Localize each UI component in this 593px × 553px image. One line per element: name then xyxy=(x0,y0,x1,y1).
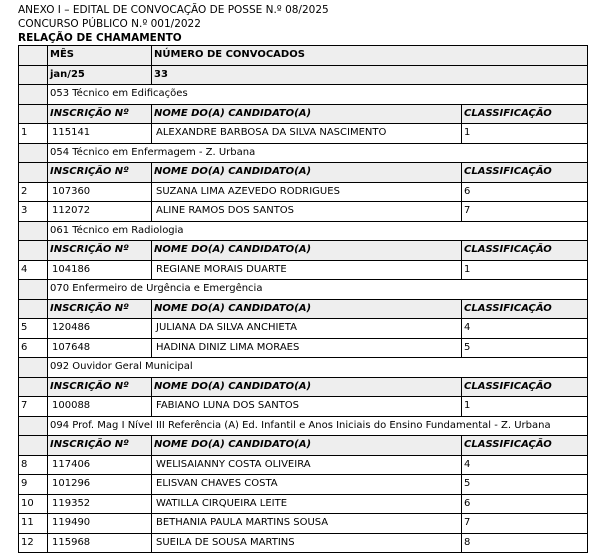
group-title-row xyxy=(19,85,588,105)
column-header-row xyxy=(19,377,588,397)
nome-cell: ELISVAN CHAVES COSTA xyxy=(152,475,462,495)
group-title: 061 Técnico em Radiologia xyxy=(48,221,588,241)
column-header-row xyxy=(19,241,588,261)
table-row xyxy=(19,455,588,475)
inscricao-header: INSCRIÇÃO Nº xyxy=(48,436,152,456)
inscricao-cell: 107360 xyxy=(48,182,152,202)
table-row xyxy=(19,475,588,495)
nome-header: NOME DO(A) CANDIDATO(A) xyxy=(152,104,462,124)
group-title: 070 Enfermeiro de Urgência e Emergência xyxy=(48,280,588,300)
nome-header: NOME DO(A) CANDIDATO(A) xyxy=(152,377,462,397)
nome-cell: WELISAIANNY COSTA OLIVEIRA xyxy=(152,455,462,475)
convocation-table xyxy=(18,45,588,553)
table-row xyxy=(19,260,588,280)
row-number: 2 xyxy=(19,182,48,202)
row-index-cell xyxy=(19,436,48,456)
nome-cell: SUEILA DE SOUSA MARTINS xyxy=(152,533,462,553)
section-heading: RELAÇÃO DE CHAMAMENTO xyxy=(18,32,182,44)
table-row xyxy=(19,494,588,514)
nome-cell: HADINA DINIZ LIMA MORAES xyxy=(152,338,462,358)
row-number: 8 xyxy=(19,455,48,475)
nome-cell: SUZANA LIMA AZEVEDO RODRIGUES xyxy=(152,182,462,202)
classificacao-header: CLASSIFICAÇÃO xyxy=(462,241,588,261)
nome-cell: WATILLA CIRQUEIRA LEITE xyxy=(152,494,462,514)
row-number: 11 xyxy=(19,514,48,534)
month-value: jan/25 xyxy=(48,65,152,85)
row-index-cell xyxy=(19,416,48,436)
classificacao-cell: 8 xyxy=(462,533,588,553)
row-index-cell xyxy=(19,377,48,397)
convocation-table-body xyxy=(19,46,588,553)
inscricao-cell: 117406 xyxy=(48,455,152,475)
column-header-row xyxy=(19,163,588,183)
row-number: 1 xyxy=(19,124,48,144)
group-title-row xyxy=(19,416,588,436)
summary-index-cell xyxy=(19,65,48,85)
nome-cell: ALINE RAMOS DOS SANTOS xyxy=(152,202,462,222)
table-row xyxy=(19,514,588,534)
classificacao-cell: 1 xyxy=(462,397,588,417)
inscricao-cell: 107648 xyxy=(48,338,152,358)
row-number: 12 xyxy=(19,533,48,553)
classificacao-cell: 1 xyxy=(462,260,588,280)
classificacao-header: CLASSIFICAÇÃO xyxy=(462,436,588,456)
row-number: 3 xyxy=(19,202,48,222)
classificacao-header: CLASSIFICAÇÃO xyxy=(462,299,588,319)
classificacao-cell: 1 xyxy=(462,124,588,144)
row-index-cell xyxy=(19,85,48,105)
group-title-row xyxy=(19,143,588,163)
inscricao-header: INSCRIÇÃO Nº xyxy=(48,163,152,183)
row-index-cell xyxy=(19,143,48,163)
inscricao-cell: 120486 xyxy=(48,319,152,339)
row-index-cell xyxy=(19,163,48,183)
inscricao-cell: 115141 xyxy=(48,124,152,144)
group-title-row xyxy=(19,221,588,241)
row-number: 9 xyxy=(19,475,48,495)
classificacao-header: CLASSIFICAÇÃO xyxy=(462,377,588,397)
group-title: 092 Ouvidor Geral Municipal xyxy=(48,358,588,378)
row-number: 5 xyxy=(19,319,48,339)
row-index-cell xyxy=(19,221,48,241)
nome-header: NOME DO(A) CANDIDATO(A) xyxy=(152,241,462,261)
table-row xyxy=(19,124,588,144)
classificacao-header: CLASSIFICAÇÃO xyxy=(462,163,588,183)
row-index-cell xyxy=(19,280,48,300)
group-title-row xyxy=(19,280,588,300)
inscricao-cell: 119352 xyxy=(48,494,152,514)
table-row xyxy=(19,397,588,417)
classificacao-cell: 6 xyxy=(462,182,588,202)
group-title: 054 Técnico em Enfermagem - Z. Urbana xyxy=(48,143,588,163)
month-header: MÊS xyxy=(48,46,152,66)
inscricao-header: INSCRIÇÃO Nº xyxy=(48,241,152,261)
group-title: 053 Técnico em Edificações xyxy=(48,85,588,105)
inscricao-header: INSCRIÇÃO Nº xyxy=(48,299,152,319)
table-row xyxy=(19,338,588,358)
document-subtitle: CONCURSO PÚBLICO N.º 001/2022 xyxy=(18,18,201,30)
classificacao-cell: 4 xyxy=(462,319,588,339)
classificacao-cell: 5 xyxy=(462,338,588,358)
summary-header-row xyxy=(19,46,588,66)
inscricao-cell: 101296 xyxy=(48,475,152,495)
nome-header: NOME DO(A) CANDIDATO(A) xyxy=(152,299,462,319)
classificacao-cell: 4 xyxy=(462,455,588,475)
classificacao-cell: 7 xyxy=(462,514,588,534)
column-header-row xyxy=(19,299,588,319)
classificacao-cell: 5 xyxy=(462,475,588,495)
row-index-cell xyxy=(19,104,48,124)
nome-header: NOME DO(A) CANDIDATO(A) xyxy=(152,163,462,183)
group-title: 094 Prof. Mag I Nível III Referência (A) Ed. Infantil e Anos Iniciais do Ensino Fundamental - Z. Urbana xyxy=(48,416,588,436)
classificacao-cell: 6 xyxy=(462,494,588,514)
column-header-row xyxy=(19,104,588,124)
summary-index-cell xyxy=(19,46,48,66)
summary-value-row xyxy=(19,65,588,85)
document-title: ANEXO I – EDITAL DE CONVOCAÇÃO DE POSSE N.º 08/2025 xyxy=(18,4,329,16)
count-header: NÚMERO DE CONVOCADOS xyxy=(152,46,588,66)
inscricao-cell: 104186 xyxy=(48,260,152,280)
row-index-cell xyxy=(19,299,48,319)
nome-cell: ALEXANDRE BARBOSA DA SILVA NASCIMENTO xyxy=(152,124,462,144)
inscricao-cell: 119490 xyxy=(48,514,152,534)
nome-cell: JULIANA DA SILVA ANCHIETA xyxy=(152,319,462,339)
nome-cell: BETHANIA PAULA MARTINS SOUSA xyxy=(152,514,462,534)
column-header-row xyxy=(19,436,588,456)
classificacao-header: CLASSIFICAÇÃO xyxy=(462,104,588,124)
row-index-cell xyxy=(19,358,48,378)
inscricao-cell: 112072 xyxy=(48,202,152,222)
inscricao-cell: 115968 xyxy=(48,533,152,553)
row-number: 6 xyxy=(19,338,48,358)
row-number: 4 xyxy=(19,260,48,280)
classificacao-cell: 7 xyxy=(462,202,588,222)
nome-cell: FABIANO LUNA DOS SANTOS xyxy=(152,397,462,417)
nome-cell: REGIANE MORAIS DUARTE xyxy=(152,260,462,280)
inscricao-header: INSCRIÇÃO Nº xyxy=(48,377,152,397)
row-number: 7 xyxy=(19,397,48,417)
row-index-cell xyxy=(19,241,48,261)
inscricao-cell: 100088 xyxy=(48,397,152,417)
inscricao-header: INSCRIÇÃO Nº xyxy=(48,104,152,124)
count-value: 33 xyxy=(152,65,588,85)
group-title-row xyxy=(19,358,588,378)
row-number: 10 xyxy=(19,494,48,514)
nome-header: NOME DO(A) CANDIDATO(A) xyxy=(152,436,462,456)
table-row xyxy=(19,182,588,202)
table-row xyxy=(19,319,588,339)
table-row xyxy=(19,202,588,222)
